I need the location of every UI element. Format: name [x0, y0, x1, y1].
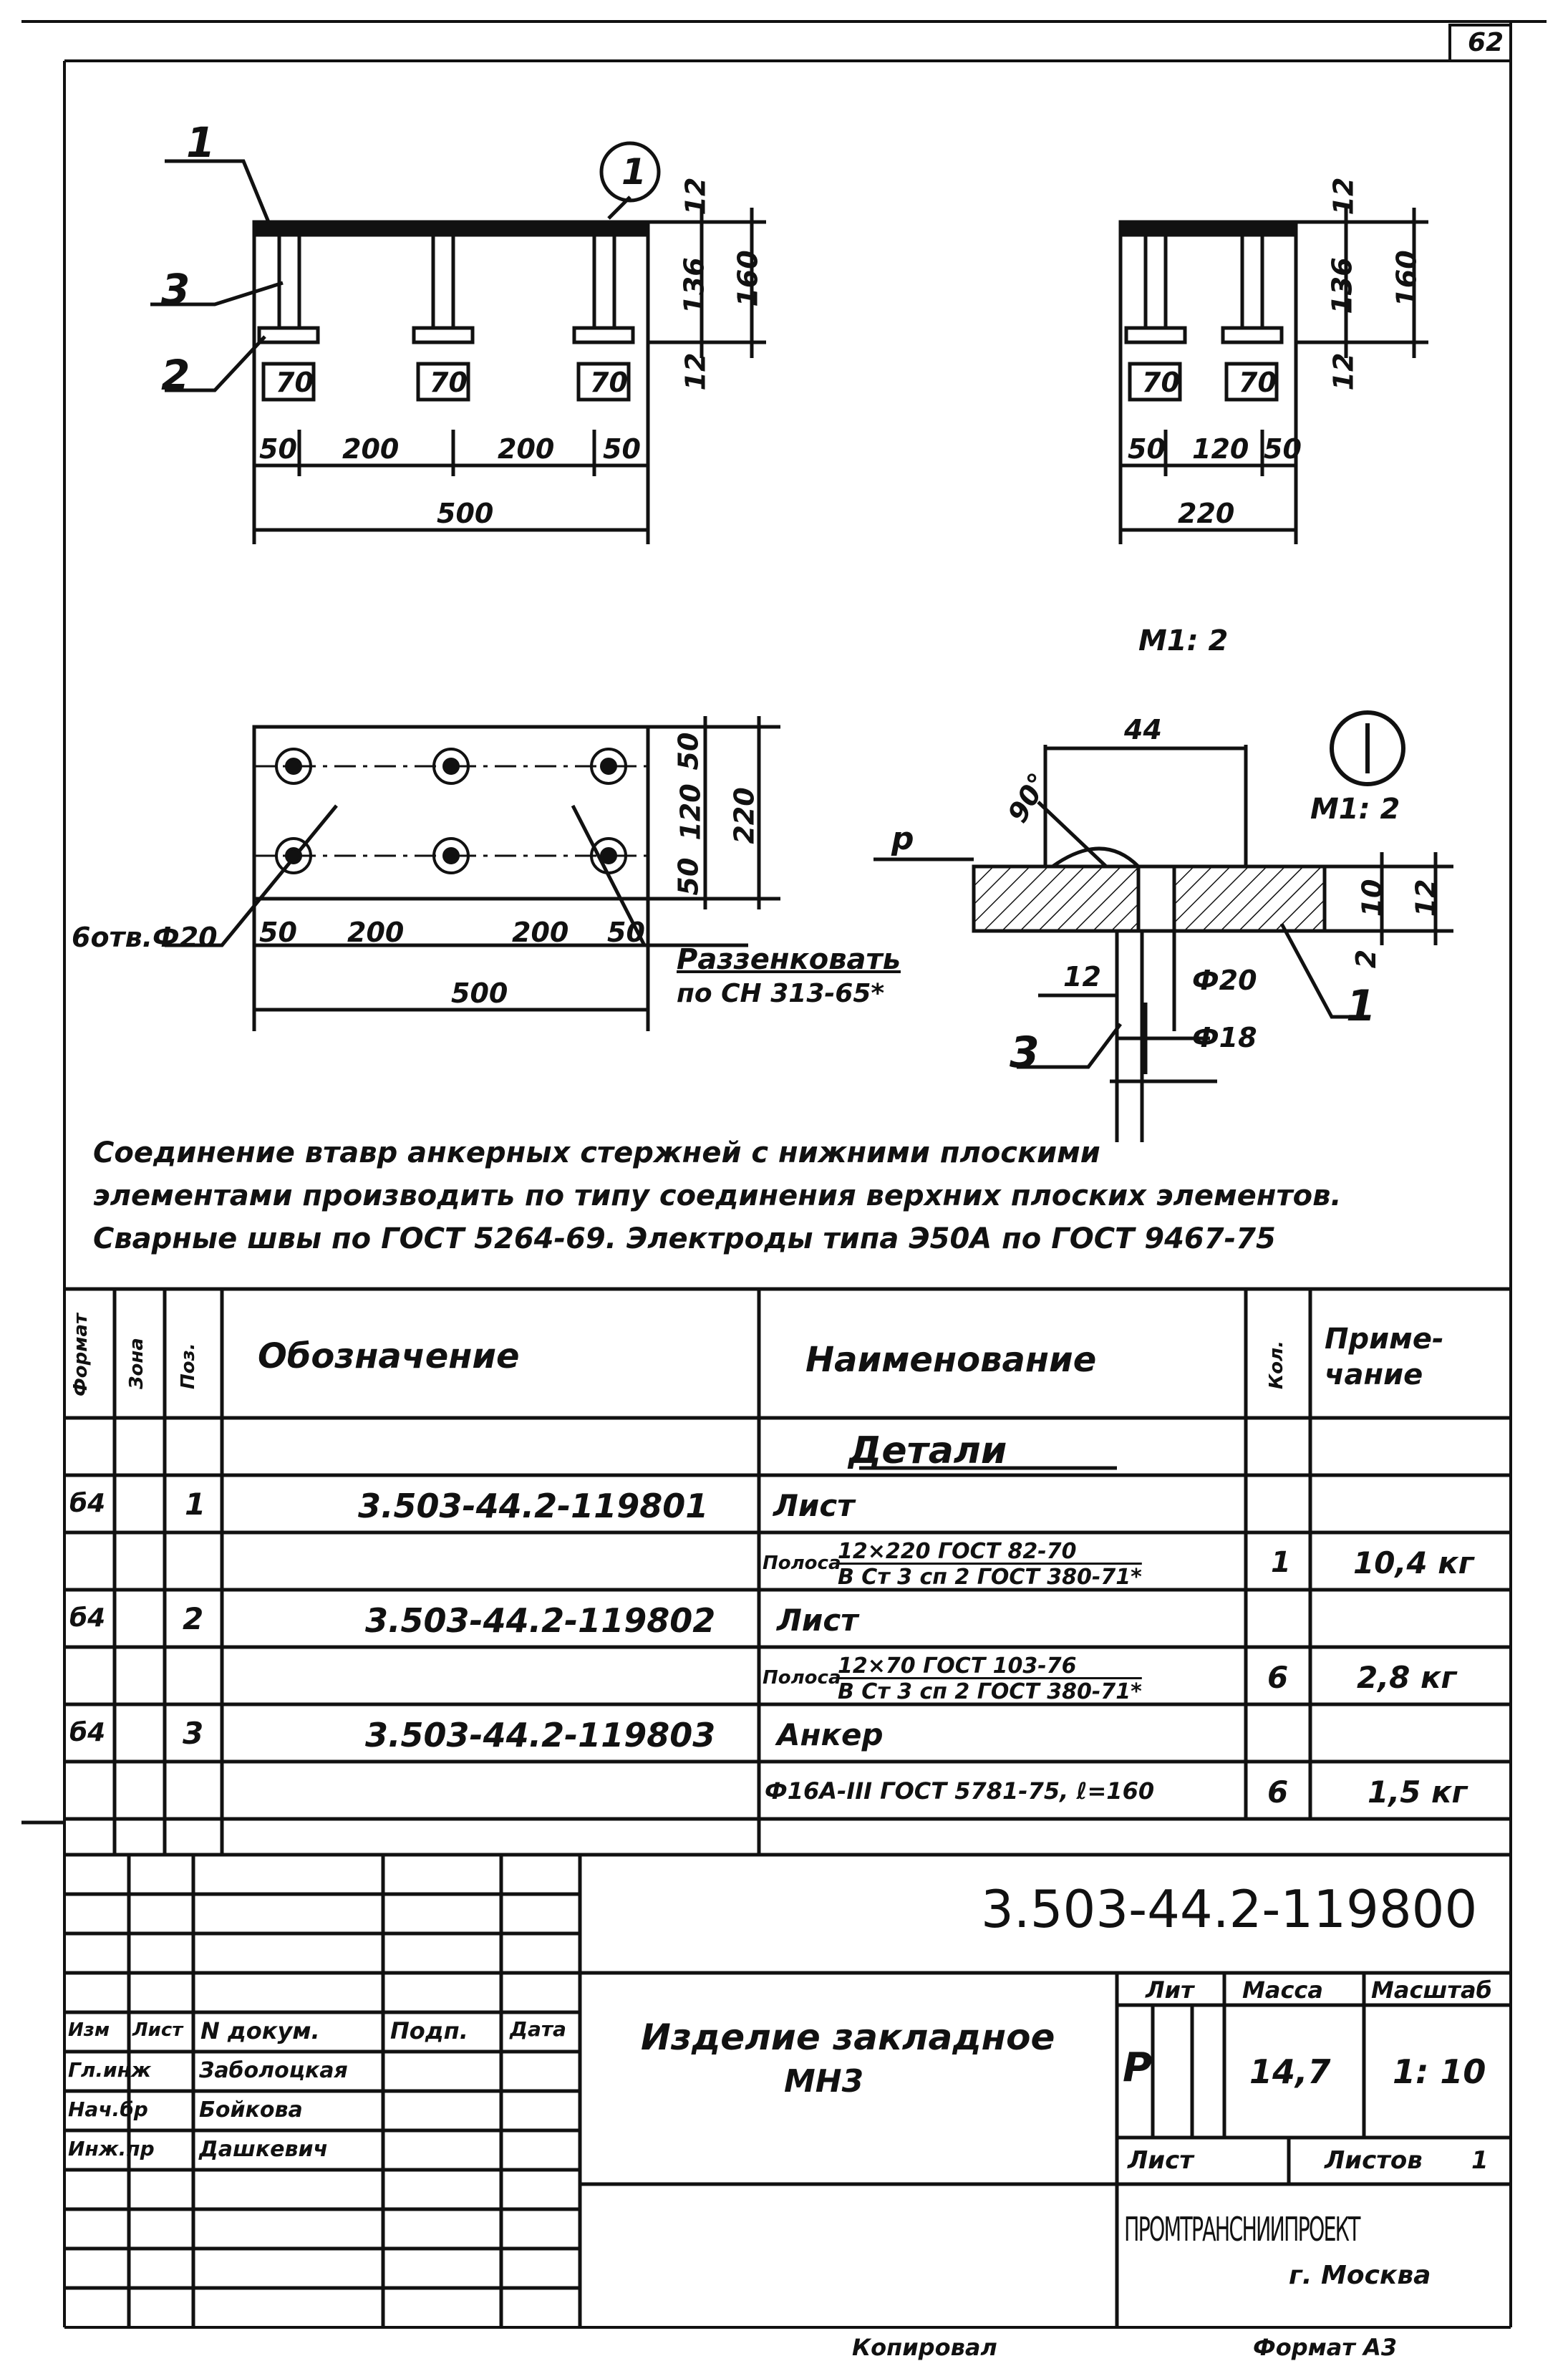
signer-3-name: Дашкевич [199, 2137, 329, 2162]
doc-number: 3.503-44.2-119800 [981, 1879, 1478, 1939]
signer-1-role: Гл.инж [68, 2058, 151, 2082]
mass-value: 14,7 [1249, 2052, 1331, 2091]
front-dim-total: 160 [732, 250, 764, 307]
plan-x-4: 50 [607, 917, 645, 948]
front-pad-w-1: 70 [276, 367, 314, 398]
side-overall: 220 [1178, 498, 1235, 529]
hdr-note: Приме- чание [1325, 1323, 1444, 1391]
row3-pos: 2 [183, 1601, 204, 1636]
row2-qty: 1 [1271, 1546, 1291, 1579]
side-dim-stud: 136 [1326, 257, 1358, 314]
side-pad-w-2: 70 [1239, 367, 1277, 398]
signer-2-role: Нач.бр [68, 2097, 148, 2121]
side-dim-total: 160 [1390, 250, 1423, 307]
side-pad-w-1: 70 [1142, 367, 1180, 398]
section-title: Детали [848, 1429, 1007, 1472]
countersink-note-1: Раззенковать [677, 943, 901, 976]
footer-copied: Копировал [852, 2334, 997, 2361]
hdr-pos: Поз. [178, 1343, 199, 1389]
plan-overall-y: 220 [728, 787, 760, 844]
footer-format: Формат А3 [1253, 2334, 1398, 2361]
detail-angle: 90° [1001, 767, 1055, 829]
detail-width: 44 [1124, 714, 1162, 745]
col-scale: Масштаб [1371, 1976, 1492, 2004]
title-line-2: МН3 [784, 2063, 864, 2100]
row2-name-top: 12×220 ГОСТ 82-70 [838, 1539, 1077, 1564]
hdr-name: Наименование [805, 1340, 1097, 1380]
row4-name-top: 12×70 ГОСТ 103-76 [838, 1653, 1077, 1679]
front-spacing-2: 200 [342, 433, 400, 465]
row6-note: 1,5 кг [1368, 1775, 1468, 1810]
front-dim-stud: 136 [678, 257, 710, 314]
row1-designation: 3.503-44.2-119801 [358, 1487, 709, 1525]
detail-plate-t: 12 [1410, 879, 1442, 917]
org-name: ПРОМТРАНСНИИПРОЕКТ [1124, 2210, 1360, 2249]
row6-qty: 6 [1267, 1775, 1289, 1810]
row3-designation: 3.503-44.2-119802 [365, 1601, 716, 1640]
note-line-3: Сварные швы по ГОСТ 5264-69. Электроды типа Э50А по ГОСТ 9467-75 [93, 1222, 1276, 1255]
signer-1-name: Заболоцкая [199, 2058, 348, 2083]
side-spacing-1: 50 [1128, 433, 1166, 465]
org-city: г. Москва [1289, 2261, 1431, 2290]
front-overall: 500 [437, 498, 494, 529]
front-dim-pad: 12 [679, 352, 712, 391]
scale-value: 1: 10 [1393, 2052, 1486, 2091]
note-line-2: элементами производить по типу соединения верхних плоских элементов. [93, 1179, 1342, 1212]
front-pad-w-2: 70 [430, 367, 468, 398]
plan-holes [276, 749, 626, 873]
scale-label: M1: 2 [1138, 624, 1229, 657]
detail-weld-symbol: р [891, 821, 914, 857]
side-dim-pad: 12 [1327, 352, 1360, 391]
row4-name-main: Полоса [763, 1667, 841, 1689]
sheet-number: 62 [1468, 28, 1504, 57]
row4-name-bottom: В Ст 3 сп 2 ГОСТ 380-71* [838, 1679, 1142, 1704]
row5-name: Анкер [777, 1717, 884, 1752]
detail-hole-off: 12 [1063, 961, 1101, 993]
hdr-format: Формат [70, 1313, 92, 1396]
sign-hdr-sign: Подп. [390, 2017, 468, 2044]
hdr-designation: Обозначение [258, 1336, 520, 1376]
front-spacing-4: 50 [603, 433, 641, 465]
callout-plate: 1 [186, 118, 216, 167]
row2-note: 10,4 кг [1353, 1545, 1474, 1580]
plan-x-1: 50 [259, 917, 297, 948]
detail-hole-d: Ф20 [1192, 965, 1257, 996]
row5-designation: 3.503-44.2-119803 [365, 1716, 716, 1754]
col-mass: Масса [1242, 1976, 1323, 2004]
hdr-zone: Зона [126, 1338, 147, 1389]
front-pad-w-3: 70 [590, 367, 628, 398]
sheet-label: Лист [1128, 2146, 1194, 2175]
sign-hdr-list: Лист [132, 2019, 183, 2041]
sheets-value: 1 [1471, 2146, 1489, 2175]
plan-x-3: 200 [512, 917, 569, 948]
front-detail-marker: 1 [621, 151, 647, 193]
signer-3-role: Инж.пр [68, 2137, 155, 2160]
detail-callout-plate: 1 [1346, 981, 1376, 1031]
sheets-label: Листов [1325, 2146, 1423, 2175]
front-spacing-1: 50 [259, 433, 297, 465]
front-dim-plate: 12 [679, 177, 712, 216]
detail-rod-d: Ф18 [1192, 1022, 1257, 1053]
row6-name: Ф16А-III ГОСТ 5781-75, ℓ=160 [765, 1777, 1155, 1805]
callout-pad: 2 [161, 351, 190, 400]
row3-format: б4 [69, 1603, 106, 1633]
row5-pos: 3 [183, 1716, 204, 1751]
row4-note: 2,8 кг [1357, 1660, 1457, 1695]
plan-y-1: 50 [672, 732, 705, 771]
row5-format: б4 [69, 1718, 106, 1747]
detail-gap: 2 [1350, 949, 1383, 969]
note-line-1: Соединение втавр анкерных стержней с нижними плоскими [93, 1136, 1100, 1169]
detail-weld-t: 10 [1356, 879, 1388, 917]
countersink-note-2: по СН 313-65* [677, 979, 885, 1008]
sign-hdr-izm: Изм [68, 2019, 110, 2041]
title-line-1: Изделие закладное [641, 2017, 1055, 2058]
row4-qty: 6 [1267, 1660, 1289, 1695]
col-lit: Лит [1146, 1976, 1194, 2004]
plan-y-2: 120 [674, 783, 707, 841]
signer-2-name: Бойкова [199, 2097, 303, 2123]
side-dim-plate: 12 [1327, 177, 1360, 216]
row2-name-bottom: В Ст 3 сп 2 ГОСТ 380-71* [838, 1565, 1142, 1590]
lit-value: Р [1123, 2044, 1153, 2091]
front-view-drawing [150, 161, 766, 544]
row2-name-main: Полоса [763, 1553, 841, 1574]
plan-x-2: 200 [347, 917, 405, 948]
plan-overall-x: 500 [451, 977, 508, 1009]
row3-name: Лист [777, 1603, 858, 1638]
side-spacing-2: 120 [1192, 433, 1249, 465]
holes-label: 6отв.Ф20 [72, 922, 218, 953]
row1-pos: 1 [185, 1487, 206, 1522]
sign-hdr-doc: N докум. [200, 2017, 320, 2044]
side-spacing-3: 50 [1264, 433, 1302, 465]
front-spacing-3: 200 [498, 433, 555, 465]
plan-y-3: 50 [672, 857, 705, 896]
row1-name: Лист [773, 1488, 855, 1523]
hdr-qty: Кол. [1266, 1340, 1287, 1389]
callout-stud: 3 [161, 265, 190, 314]
sign-hdr-date: Дата [510, 2017, 566, 2041]
detail-scale: M1: 2 [1310, 793, 1400, 826]
row1-format: б4 [69, 1489, 106, 1518]
detail-callout-rod: 3 [1010, 1028, 1040, 1078]
